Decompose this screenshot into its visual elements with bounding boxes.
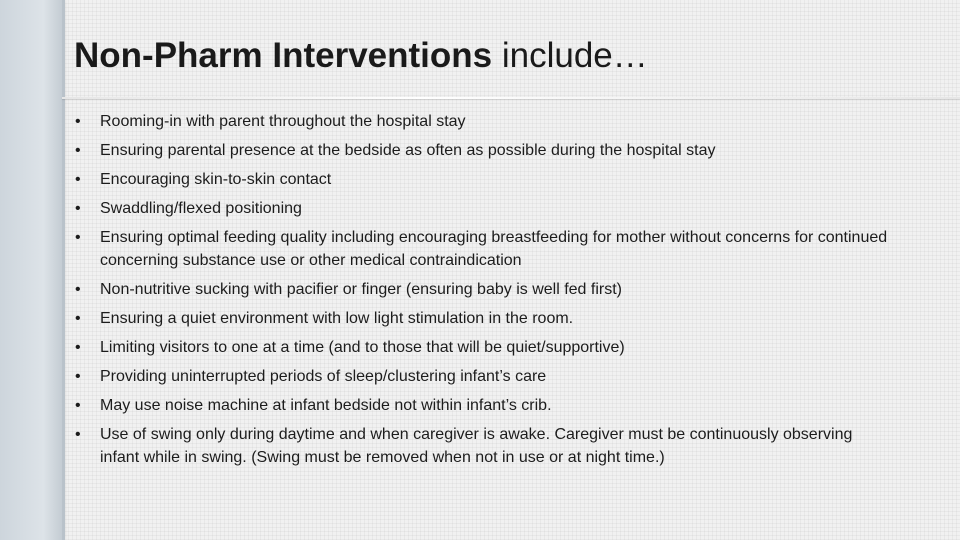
bullet-icon: • <box>75 142 81 159</box>
bullet-item <box>75 307 895 330</box>
bullet-text: Use of swing only during daytime and when caregiver is awake. Caregiver must be continuously observing infant while in swing. (Swing must be removed when not in use or at night time.) <box>100 426 853 466</box>
bullet-item <box>75 197 895 220</box>
bullet-item <box>75 226 895 272</box>
bullet-text: Providing uninterrupted periods of sleep/clustering infant’s care <box>100 368 547 385</box>
bullet-item <box>75 278 895 301</box>
bullet-item <box>75 139 895 162</box>
title-divider <box>62 97 960 99</box>
slide-title-bold: Non-Pharm Interventions <box>74 36 493 75</box>
bullet-text: Limiting visitors to one at a time (and to those that will be quiet/supportive) <box>100 339 625 356</box>
bullet-text: Ensuring parental presence at the bedside as often as possible during the hospital stay <box>100 142 716 159</box>
bullet-text: Encouraging skin-to-skin contact <box>100 171 332 188</box>
bullet-item <box>75 394 895 417</box>
bullet-list <box>75 110 895 475</box>
bullet-icon: • <box>75 171 81 188</box>
bullet-text: Swaddling/flexed positioning <box>100 200 302 217</box>
bullet-icon: • <box>75 339 81 356</box>
bullet-text: Rooming-in with parent throughout the hospital stay <box>100 113 466 130</box>
bullet-icon: • <box>75 281 81 298</box>
bullet-item <box>75 168 895 191</box>
left-decorative-band <box>0 0 62 540</box>
bullet-icon: • <box>75 397 81 414</box>
bullet-text: Ensuring optimal feeding quality including encouraging breastfeeding for mother without concerns for continued concerning substance use or other medical contraindication <box>100 229 888 269</box>
bullet-text: May use noise machine at infant bedside not within infant’s crib. <box>100 397 552 414</box>
slide-title-rest: include… <box>492 36 648 75</box>
bullet-item <box>75 365 895 388</box>
bullet-icon: • <box>75 229 81 246</box>
bullet-text: Ensuring a quiet environment with low light stimulation in the room. <box>100 310 574 327</box>
bullet-icon: • <box>75 113 81 130</box>
bullet-icon: • <box>75 200 81 217</box>
bullet-item <box>75 110 895 133</box>
bullet-item <box>75 423 895 469</box>
bullet-icon: • <box>75 368 81 385</box>
bullet-icon: • <box>75 310 81 327</box>
slide-title <box>74 36 934 76</box>
bullet-text: Non-nutritive sucking with pacifier or finger (ensuring baby is well fed first) <box>100 281 622 298</box>
bullet-icon: • <box>75 426 81 443</box>
bullet-item <box>75 336 895 359</box>
